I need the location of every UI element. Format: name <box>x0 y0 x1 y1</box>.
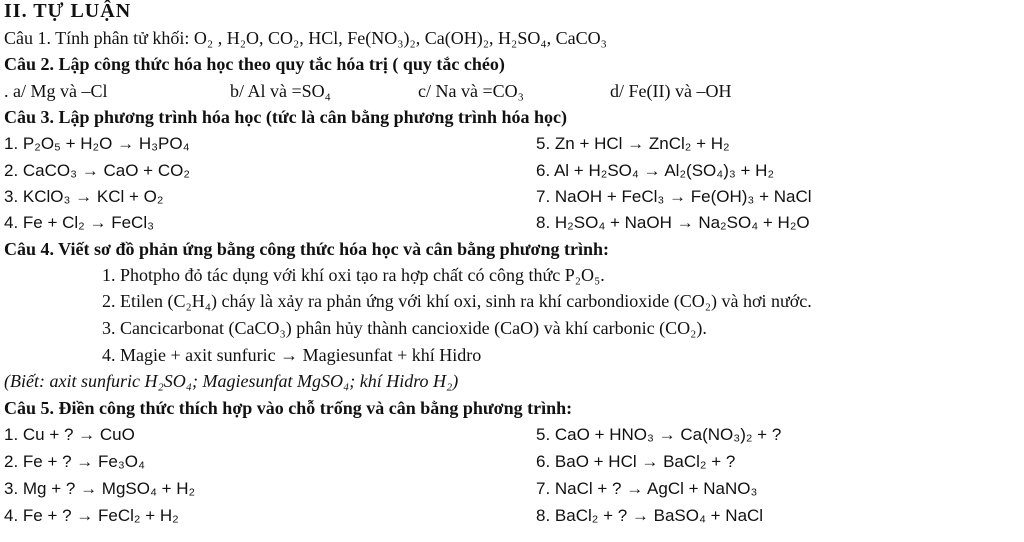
question-4-item-3: 3. Cancicarbonat (CaCO₃) phân hủy thành cancioxide (CaO) và khí carbonic (CO₂). <box>102 318 707 338</box>
section-title: II. TỰ LUẬN <box>4 0 132 22</box>
question-3-eq-2: 2. CaCO₃ → CaO + CO₂ <box>4 161 190 180</box>
question-3-heading-text: Câu 3. Lập phương trình hóa học (tức là cân bằng phương trình hóa học) <box>4 107 567 127</box>
question-5-heading: Câu 5. Điền công thức thích hợp vào chỗ trống và cân bằng phương trình: <box>4 398 573 418</box>
question-5-eq-6: 6. BaO + HCl → BaCl₂ + ? <box>536 452 736 471</box>
question-2-item-b: b/ Al và =SO₄ <box>230 81 331 101</box>
question-2-heading: Câu 2. Lập công thức hóa học theo quy tắc hóa trị ( quy tắc chéo) <box>4 54 505 74</box>
question-5-eq-7: 7. NaCl + ? → AgCl + NaNO₃ <box>536 479 758 498</box>
question-1: Câu 1. Tính phân tử khối: O₂ , H₂O, CO₂, HCl, Fe(NO₃)₂, Ca(OH)₂, H₂SO₄, CaCO₃ <box>4 28 607 48</box>
question-2-item-c: c/ Na và =CO₃ <box>418 81 524 101</box>
question-3-eq-8: 8. H₂SO₄ + NaOH → Na₂SO₄ + H₂O <box>536 213 810 232</box>
question-3-eq-3: 3. KClO₃ → KCl + O₂ <box>4 187 164 206</box>
question-3-eq-4: 4. Fe + Cl₂ → FeCl₃ <box>4 213 155 232</box>
question-4-heading: Câu 4. Viết sơ đồ phản ứng bằng công thức hóa học và cân bằng phương trình: <box>4 239 609 259</box>
question-5-eq-4: 4. Fe + ? → FeCl₂ + H₂ <box>4 506 179 525</box>
question-4-item-4: 4. Magie + axit sunfuric → Magiesunfat + khí Hidro <box>102 345 482 365</box>
question-5-eq-2: 2. Fe + ? → Fe₃O₄ <box>4 452 145 471</box>
question-3-heading <box>4 106 567 128</box>
question-5-eq-3: 3. Mg + ? → MgSO₄ + H₂ <box>4 479 196 498</box>
question-5-eq-8: 8. BaCl₂ + ? → BaSO₄ + NaCl <box>536 506 764 525</box>
question-2-item-a: . a/ Mg và –Cl <box>4 81 108 101</box>
question-3-eq-7: 7. NaOH + FeCl₃ → Fe(OH)₃ + NaCl <box>536 187 812 206</box>
question-4-item-1: 1. Photpho đỏ tác dụng với khí oxi tạo ra hợp chất có công thức P₂O₅. <box>102 265 605 285</box>
question-4-item-2: 2. Etilen (C₂H₄) cháy là xảy ra phản ứng với khí oxi, sinh ra khí carbondioxide (CO₂) và hơi nước. <box>102 291 812 311</box>
question-3-eq-1: 1. P₂O₅ + H₂O → H₃PO₄ <box>4 134 190 153</box>
question-3-eq-6: 6. Al + H₂SO₄ → Al₂(SO₄)₃ + H₂ <box>536 161 775 180</box>
question-3-eq-5: 5. Zn + HCl → ZnCl₂ + H₂ <box>536 134 730 153</box>
question-5-eq-5: 5. CaO + HNO₃ → Ca(NO₃)₂ + ? <box>536 425 782 444</box>
question-5-eq-1: 1. Cu + ? → CuO <box>4 425 135 444</box>
question-2-item-d: d/ Fe(II) và –OH <box>610 81 732 101</box>
question-4-note: (Biết: axit sunfuric H₂SO₄; Magiesunfat MgSO₄; khí Hidro H₂) <box>4 371 459 391</box>
